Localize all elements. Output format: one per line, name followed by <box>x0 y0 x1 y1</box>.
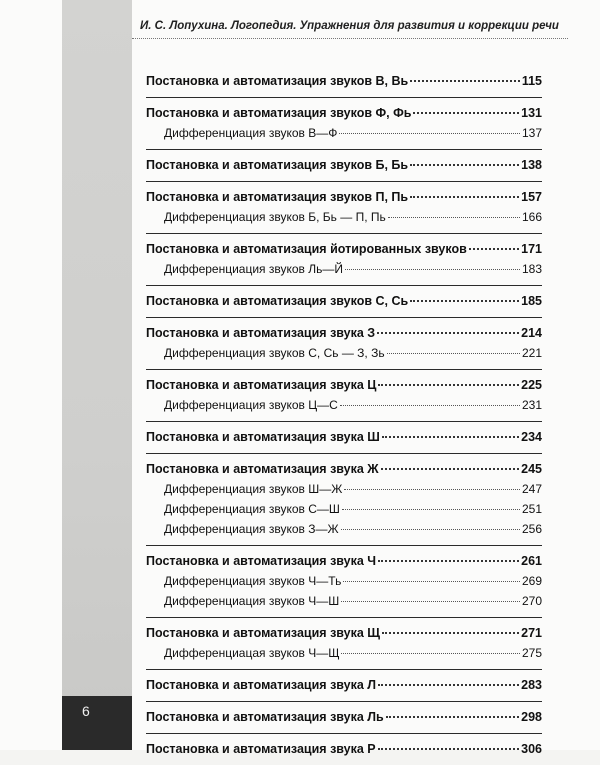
dot-leader <box>387 353 520 354</box>
toc-entry <box>146 623 542 643</box>
toc-section <box>146 66 542 98</box>
toc-subentry-page: 166 <box>521 210 542 224</box>
toc-section <box>146 702 542 734</box>
dot-leader <box>339 133 520 134</box>
toc-subentry-page: 256 <box>521 522 542 536</box>
dot-leader <box>378 384 519 386</box>
toc-subentry-title: Дифференциация звуков С, Сь — З, Зь <box>164 346 385 360</box>
toc-entry-title: Постановка и автоматизация звука Ч <box>146 554 377 568</box>
toc-subentry <box>146 499 542 519</box>
dot-leader <box>341 529 520 530</box>
toc-section <box>146 454 542 546</box>
toc-entry <box>146 375 542 395</box>
toc-entry-title: Постановка и автоматизация звуков С, Сь <box>146 294 409 308</box>
toc-section <box>146 670 542 702</box>
dot-leader <box>388 217 520 218</box>
toc-entry-title: Постановка и автоматизация звуков П, Пь <box>146 190 409 204</box>
dot-leader <box>382 436 519 438</box>
toc-subentry <box>146 571 542 591</box>
toc-entry <box>146 71 542 91</box>
dot-leader <box>410 164 519 166</box>
toc-entry-title: Постановка и автоматизация звука Ль <box>146 710 384 724</box>
toc-subentry-title: Дифференциация звуков В—Ф <box>164 126 338 140</box>
toc-entry-page: 214 <box>521 326 542 340</box>
toc-section <box>146 234 542 286</box>
dot-leader <box>410 300 519 302</box>
running-header: И. С. Лопухина. Логопедия. Упражнения для развития и коррекции речи <box>132 16 568 39</box>
toc-entry-title: Постановка и автоматизация звуков Б, Бь <box>146 158 409 172</box>
toc-subentry <box>146 479 542 499</box>
toc-subentry <box>146 591 542 611</box>
toc-entry-title: Постановка и автоматизация звука Ш <box>146 430 380 444</box>
toc-subentry <box>146 643 542 663</box>
toc-entry-page: 298 <box>521 710 542 724</box>
toc-subentry-page: 137 <box>521 126 542 140</box>
toc-subentry-page: 221 <box>521 346 542 360</box>
toc-entry <box>146 187 542 207</box>
toc-entry-title: Постановка и автоматизация звука Л <box>146 678 377 692</box>
page-number: 6 <box>82 703 90 719</box>
dot-leader <box>340 405 520 406</box>
toc-subentry <box>146 259 542 279</box>
toc-subentry-page: 183 <box>521 262 542 276</box>
toc-subentry-page: 275 <box>521 646 542 660</box>
toc-entry-title: Постановка и автоматизация звуков В, Вь <box>146 74 409 88</box>
dot-leader <box>343 581 520 582</box>
toc-entry <box>146 323 542 343</box>
dot-leader <box>341 653 519 654</box>
toc-entry <box>146 551 542 571</box>
toc-subentry-title: Дифференциация звуков З—Ж <box>164 522 339 536</box>
toc-subentry-title: Дифференциация звуков С—Ш <box>164 502 340 516</box>
gray-margin-band <box>62 0 132 750</box>
toc-subentry <box>146 343 542 363</box>
dot-leader <box>381 468 520 470</box>
toc-subentry <box>146 519 542 539</box>
toc-subentry-title: Дифференциация звуков Ш—Ж <box>164 482 343 496</box>
toc-entry <box>146 707 542 727</box>
toc-entry-page: 245 <box>521 462 542 476</box>
toc-entry-title: Постановка и автоматизация звука Ж <box>146 462 379 476</box>
toc-subentry-title: Дифференциация звуков Ль—Й <box>164 262 344 276</box>
toc-subentry-title: Дифференциация звуков Ц—С <box>164 398 338 412</box>
dot-leader <box>410 80 520 82</box>
toc-entry-page: 225 <box>521 378 542 392</box>
dot-leader <box>378 560 519 562</box>
toc-entry-page: 271 <box>521 626 542 640</box>
toc-entry-title: Постановка и автоматизация йотированных звуков <box>146 242 467 256</box>
toc-section <box>146 98 542 150</box>
toc-entry <box>146 739 542 759</box>
toc-subentry-title: Дифференциация звуков Б, Бь — П, Пь <box>164 210 386 224</box>
page-number-box <box>62 696 132 750</box>
toc-section <box>146 150 542 182</box>
toc-entry-page: 115 <box>521 74 542 88</box>
dot-leader <box>342 509 520 510</box>
toc-entry-title: Постановка и автоматизация звуков Ф, Фь <box>146 106 412 120</box>
toc-subentry-page: 270 <box>521 594 542 608</box>
toc-subentry-page: 231 <box>521 398 542 412</box>
toc-entry <box>146 103 542 123</box>
toc-subentry <box>146 123 542 143</box>
toc-section <box>146 318 542 370</box>
toc-entry <box>146 675 542 695</box>
toc-subentry <box>146 395 542 415</box>
toc-section <box>146 422 542 454</box>
toc-entry-title: Постановка и автоматизация звука Ц <box>146 378 377 392</box>
toc-entry <box>146 427 542 447</box>
dot-leader <box>410 196 519 198</box>
toc-section <box>146 286 542 318</box>
toc-entry-page: 283 <box>521 678 542 692</box>
dot-leader <box>378 684 519 686</box>
toc-entry-page: 171 <box>521 242 542 256</box>
toc-entry <box>146 291 542 311</box>
toc-entry-title: Постановка и автоматизация звука Р <box>146 742 376 756</box>
dot-leader <box>382 632 519 634</box>
toc-subentry <box>146 207 542 227</box>
dot-leader <box>413 112 519 114</box>
toc-subentry-title: Дифференциация звуков Ч—Ш <box>164 594 340 608</box>
toc-entry-page: 157 <box>521 190 542 204</box>
toc-entry-page: 306 <box>521 742 542 756</box>
toc-entry <box>146 155 542 175</box>
toc-section <box>146 370 542 422</box>
toc-entry-title: Постановка и автоматизация звука З <box>146 326 376 340</box>
toc-subentry-title: Дифференциация звуков Ч—Ть <box>164 574 342 588</box>
dot-leader <box>386 716 519 718</box>
toc-section <box>146 546 542 618</box>
dot-leader <box>377 332 519 334</box>
toc-subentry-title: Дифференциацая звуков Ч—Щ <box>164 646 340 660</box>
toc-entry-page: 138 <box>521 158 542 172</box>
dot-leader <box>345 269 520 270</box>
toc-subentry-page: 269 <box>521 574 542 588</box>
toc-subentry-page: 247 <box>521 482 542 496</box>
toc-entry <box>146 239 542 259</box>
toc-section <box>146 618 542 670</box>
toc-entry-page: 185 <box>521 294 542 308</box>
dot-leader <box>341 601 520 602</box>
toc-subentry-page: 251 <box>521 502 542 516</box>
dot-leader <box>344 489 520 490</box>
toc-entry-page: 131 <box>521 106 542 120</box>
toc-entry-page: 261 <box>521 554 542 568</box>
toc-entry <box>146 459 542 479</box>
table-of-contents <box>146 66 542 765</box>
toc-entry-title: Постановка и автоматизация звука Щ <box>146 626 381 640</box>
toc-entry-page: 234 <box>521 430 542 444</box>
dot-leader <box>469 248 519 250</box>
toc-section <box>146 182 542 234</box>
